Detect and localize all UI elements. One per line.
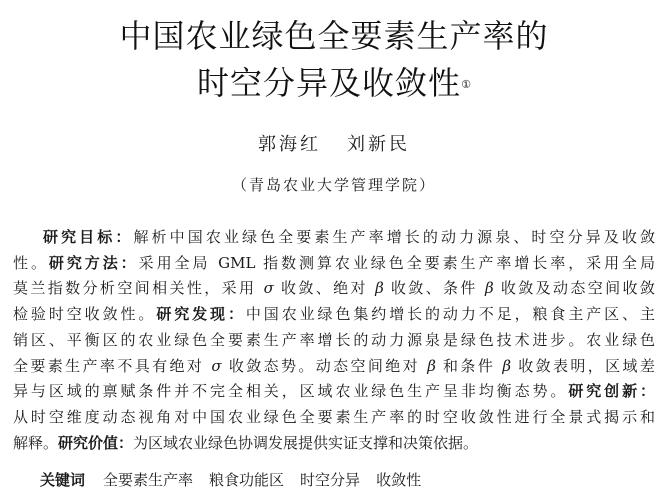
title-text-1: 中国农业绿色全要素生产率的 [119,17,549,55]
abstract-text: 收敛态势。动态空间绝对 [228,356,421,375]
beta-symbol: β [502,356,512,375]
affiliation: （青岛农业大学管理学院） [231,176,436,194]
keyword: 时空分异 [300,471,361,489]
abstract-text: 检验时空收敛性。 [13,305,157,324]
paper-title-line-2 [0,63,668,103]
beta-symbol: β [427,356,436,375]
abstract-text: 异与区域的禀赋条件并不完全相关，区域农业绿色生产呈非均衡态势。 [13,382,569,401]
keyword: 收敛性 [376,471,422,489]
section-label-value: 研究价值： [58,433,134,452]
keywords [40,469,421,490]
sigma-symbol: σ [211,356,222,375]
abstract-line [13,276,655,302]
abstract-text: 和条件 [443,356,496,375]
section-label-innovation: 研究创新： [568,382,655,401]
abstract-text: 全要素生产率不具有绝对 [13,356,205,375]
abstract-text: 中国农业绿色集约增长的动力不足，粮食主产区、主 [245,305,655,324]
abstract-text: 解释。 [13,433,59,452]
section-label-objective: 研究目标： [43,228,134,246]
abstract-line [13,225,655,251]
sigma-symbol: σ [263,279,274,298]
abstract-line [13,251,655,277]
author-list [0,130,668,156]
beta-symbol: β [375,279,384,298]
abstract-text: 收敛表明，区域差 [518,356,655,375]
abstract-line [13,431,655,457]
abstract-line [13,328,655,354]
abstract-text: 性。 [13,253,49,272]
abstract-line [13,354,655,380]
paper-title-line-1 [0,16,668,56]
footnote-marker[interactable]: ① [461,78,471,91]
author-name: 郭海红 [258,134,321,155]
beta-symbol: β [484,279,494,298]
keyword: 粮食功能区 [209,471,285,489]
abstract-text: 收敛、条件 [390,279,478,298]
abstract-line [13,405,655,431]
section-label-findings: 研究发现： [156,305,246,324]
abstract-text: 采用全局 GML 指数测算农业绿色全要素生产率增长率，采用全局 [138,253,655,272]
abstract-text: 从时空维度动态视角对中国农业绿色全要素生产率的时空收敛性进行全景式揭示和 [13,407,655,426]
keyword: 全要素生产率 [103,471,194,489]
abstract-text: 销区、平衡区的农业绿色全要素生产率增长的动力源泉是绿色技术进步。农业绿色 [13,330,655,349]
abstract-text: 收敛、绝对 [280,279,368,298]
keywords-label: 关键词 [40,471,86,489]
author-name: 刘新民 [347,134,410,155]
abstract-text: 解析中国农业绿色全要素生产率增长的动力源泉、时空分异及收敛 [133,228,655,246]
abstract-text: 收敛及动态空间收敛 [500,279,655,298]
title-text-2: 时空分异及收敛性 [197,64,462,102]
abstract-line [13,302,655,328]
abstract [13,225,655,456]
abstract-line [13,379,655,405]
section-label-method: 研究方法： [48,253,139,272]
abstract-text: 莫兰指数分析空间相关性，采用 [13,279,257,298]
abstract-text: 为区域农业绿色协调发展提供实证支撑和决策依据。 [133,433,479,452]
